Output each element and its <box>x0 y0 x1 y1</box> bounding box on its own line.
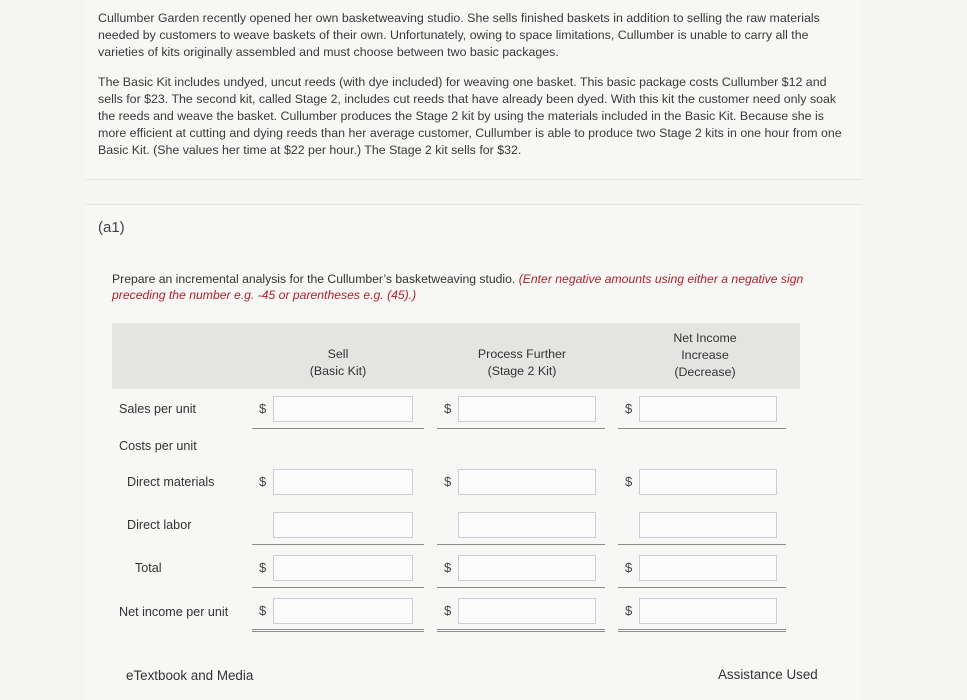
double-underline <box>437 629 605 632</box>
column-header-net-income <box>640 330 770 381</box>
underline <box>437 428 605 429</box>
underline <box>437 544 605 545</box>
column-header-line: Process Further <box>477 347 567 361</box>
currency-symbol: $ <box>625 603 633 618</box>
column-header-line: Sell <box>327 347 349 361</box>
currency-symbol: $ <box>444 603 452 618</box>
process-direct-materials-input[interactable] <box>458 469 596 495</box>
net-sales-input[interactable] <box>639 396 777 422</box>
currency-symbol: $ <box>625 560 633 575</box>
row-label-costs-per-unit: Costs per unit <box>119 439 197 453</box>
process-sales-input[interactable] <box>458 396 596 422</box>
currency-symbol: $ <box>259 474 267 489</box>
double-underline <box>252 629 424 632</box>
currency-symbol: $ <box>259 603 267 618</box>
row-label-direct-labor: Direct labor <box>127 518 192 532</box>
sell-direct-labor-input[interactable] <box>273 512 413 538</box>
etextbook-media-link[interactable]: eTextbook and Media <box>126 668 254 683</box>
underline <box>437 587 605 588</box>
assistance-used-label: Assistance Used <box>718 667 818 682</box>
instruction-text: Prepare an incremental analysis for the Cullumber’s basketweaving studio. <box>112 272 516 286</box>
underline <box>618 544 786 545</box>
currency-symbol: $ <box>625 474 633 489</box>
problem-statement <box>86 0 862 180</box>
sell-direct-materials-input[interactable] <box>273 469 413 495</box>
underline <box>618 587 786 588</box>
currency-symbol: $ <box>444 474 452 489</box>
underline <box>618 428 786 429</box>
column-header-line: (Basic Kit) <box>309 364 367 378</box>
underline <box>252 428 424 429</box>
underline <box>252 544 424 545</box>
process-direct-labor-input[interactable] <box>458 512 596 538</box>
column-header-line: Net Income <box>673 331 737 345</box>
currency-symbol: $ <box>444 401 452 416</box>
column-header-sell <box>278 346 398 380</box>
process-net-income-input[interactable] <box>458 598 596 624</box>
instruction-note: (Enter negative amounts using either a negative sign preceding the number e.g. -45 or parentheses e.g. (45).) <box>112 272 804 302</box>
underline <box>252 587 424 588</box>
currency-symbol: $ <box>259 560 267 575</box>
instructions <box>112 271 832 303</box>
problem-paragraph-2: The Basic Kit includes undyed, uncut reeds (with dye included) for weaving one basket. This basic package costs Cullumber $12 and sells for $23. The second kit, called Stage 2, includes cut reeds that have already been dyed. With this kit the customer need only soak the reeds and weave the basket. Cullumber produces the Stage 2 kit by using the materials included in the Basic Kit. Because she is more efficient at cutting and dying reeds than her average customer, Cullumber is able to produce two Stage 2 kits in one hour from one Basic Kit. (She values her time at $22 per hour.) The Stage 2 kit sells for $32. <box>98 75 842 157</box>
net-net-income-input[interactable] <box>639 598 777 624</box>
part-label: (a1) <box>98 219 125 236</box>
column-header-line: (Stage 2 Kit) <box>487 364 557 378</box>
problem-paragraph-1: Cullumber Garden recently opened her own basketweaving studio. She sells finished baskets in addition to selling the raw materials needed by customers to weave baskets of their own. Unfortunately, owing to space limitations, Cullumber is unable to carry all the varieties of kits originally assembled and must choose between two basic packages. <box>98 11 820 59</box>
question-part-a1 <box>86 204 862 700</box>
process-total-input[interactable] <box>458 555 596 581</box>
row-label-direct-materials: Direct materials <box>127 475 215 489</box>
row-label-net-income-per-unit: Net income per unit <box>119 605 229 619</box>
column-header-line: Increase <box>681 348 729 362</box>
column-header-process-further <box>454 346 590 380</box>
sell-total-input[interactable] <box>273 555 413 581</box>
sell-sales-input[interactable] <box>273 396 413 422</box>
net-direct-materials-input[interactable] <box>639 469 777 495</box>
currency-symbol: $ <box>259 401 267 416</box>
currency-symbol: $ <box>444 560 452 575</box>
net-direct-labor-input[interactable] <box>639 512 777 538</box>
sell-net-income-input[interactable] <box>273 598 413 624</box>
double-underline <box>618 629 786 632</box>
column-header-line: (Decrease) <box>674 365 736 379</box>
row-label-sales-per-unit: Sales per unit <box>119 402 197 416</box>
net-total-input[interactable] <box>639 555 777 581</box>
row-label-total: Total <box>135 561 162 575</box>
currency-symbol: $ <box>625 401 633 416</box>
